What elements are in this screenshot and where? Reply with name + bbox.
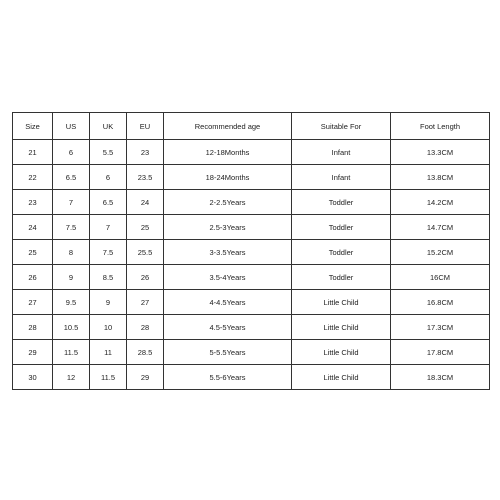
cell-uk: 7: [90, 215, 127, 240]
cell-eu: 25: [127, 215, 164, 240]
cell-recommended-age: 18-24Months: [164, 165, 292, 190]
cell-uk: 7.5: [90, 240, 127, 265]
table-row: [13, 315, 490, 340]
cell-us: 8: [53, 240, 90, 265]
cell-suitable-for: Infant: [292, 165, 391, 190]
cell-size: 21: [13, 140, 53, 165]
header-foot-length: Foot Length: [391, 113, 490, 140]
cell-eu: 27: [127, 290, 164, 315]
table-row: [13, 190, 490, 215]
table-row: [13, 240, 490, 265]
cell-suitable-for: Little Child: [292, 290, 391, 315]
cell-uk: 5.5: [90, 140, 127, 165]
cell-uk: 11: [90, 340, 127, 365]
cell-foot-length: 13.3CM: [391, 140, 490, 165]
cell-foot-length: 18.3CM: [391, 365, 490, 390]
cell-eu: 29: [127, 365, 164, 390]
cell-us: 9: [53, 265, 90, 290]
cell-recommended-age: 2.5-3Years: [164, 215, 292, 240]
cell-suitable-for: Little Child: [292, 365, 391, 390]
cell-us: 9.5: [53, 290, 90, 315]
table-row: [13, 140, 490, 165]
cell-uk: 11.5: [90, 365, 127, 390]
cell-eu: 28: [127, 315, 164, 340]
table-row: [13, 165, 490, 190]
cell-size: 23: [13, 190, 53, 215]
cell-suitable-for: Toddler: [292, 215, 391, 240]
size-chart-table: [12, 112, 490, 390]
cell-recommended-age: 12-18Months: [164, 140, 292, 165]
cell-size: 25: [13, 240, 53, 265]
cell-us: 7.5: [53, 215, 90, 240]
cell-size: 27: [13, 290, 53, 315]
cell-foot-length: 14.2CM: [391, 190, 490, 215]
cell-suitable-for: Toddler: [292, 240, 391, 265]
cell-suitable-for: Little Child: [292, 315, 391, 340]
table-row: [13, 365, 490, 390]
cell-size: 28: [13, 315, 53, 340]
cell-size: 29: [13, 340, 53, 365]
cell-uk: 9: [90, 290, 127, 315]
cell-us: 6.5: [53, 165, 90, 190]
cell-uk: 6.5: [90, 190, 127, 215]
cell-eu: 24: [127, 190, 164, 215]
header-us: US: [53, 113, 90, 140]
cell-size: 22: [13, 165, 53, 190]
table-row: [13, 290, 490, 315]
header-recommended-age: Recommended age: [164, 113, 292, 140]
cell-foot-length: 15.2CM: [391, 240, 490, 265]
cell-eu: 28.5: [127, 340, 164, 365]
cell-us: 10.5: [53, 315, 90, 340]
cell-eu: 26: [127, 265, 164, 290]
cell-recommended-age: 4-4.5Years: [164, 290, 292, 315]
header-suitable-for: Suitable For: [292, 113, 391, 140]
header-size: Size: [13, 113, 53, 140]
cell-eu: 25.5: [127, 240, 164, 265]
cell-suitable-for: Toddler: [292, 190, 391, 215]
cell-us: 11.5: [53, 340, 90, 365]
cell-size: 30: [13, 365, 53, 390]
cell-uk: 10: [90, 315, 127, 340]
cell-recommended-age: 5-5.5Years: [164, 340, 292, 365]
cell-recommended-age: 5.5-6Years: [164, 365, 292, 390]
cell-size: 26: [13, 265, 53, 290]
cell-suitable-for: Little Child: [292, 340, 391, 365]
cell-size: 24: [13, 215, 53, 240]
table-row: [13, 340, 490, 365]
cell-foot-length: 17.8CM: [391, 340, 490, 365]
header-uk: UK: [90, 113, 127, 140]
cell-us: 7: [53, 190, 90, 215]
table-row: [13, 215, 490, 240]
table-row: [13, 265, 490, 290]
cell-us: 6: [53, 140, 90, 165]
cell-foot-length: 13.8CM: [391, 165, 490, 190]
header-row: [13, 113, 490, 140]
cell-foot-length: 14.7CM: [391, 215, 490, 240]
cell-uk: 8.5: [90, 265, 127, 290]
cell-suitable-for: Toddler: [292, 265, 391, 290]
cell-foot-length: 16CM: [391, 265, 490, 290]
cell-suitable-for: Infant: [292, 140, 391, 165]
cell-recommended-age: 3-3.5Years: [164, 240, 292, 265]
cell-foot-length: 16.8CM: [391, 290, 490, 315]
size-chart-body: [13, 140, 490, 390]
cell-recommended-age: 3.5-4Years: [164, 265, 292, 290]
cell-us: 12: [53, 365, 90, 390]
cell-eu: 23.5: [127, 165, 164, 190]
cell-recommended-age: 4.5-5Years: [164, 315, 292, 340]
cell-uk: 6: [90, 165, 127, 190]
cell-eu: 23: [127, 140, 164, 165]
cell-foot-length: 17.3CM: [391, 315, 490, 340]
header-eu: EU: [127, 113, 164, 140]
cell-recommended-age: 2-2.5Years: [164, 190, 292, 215]
